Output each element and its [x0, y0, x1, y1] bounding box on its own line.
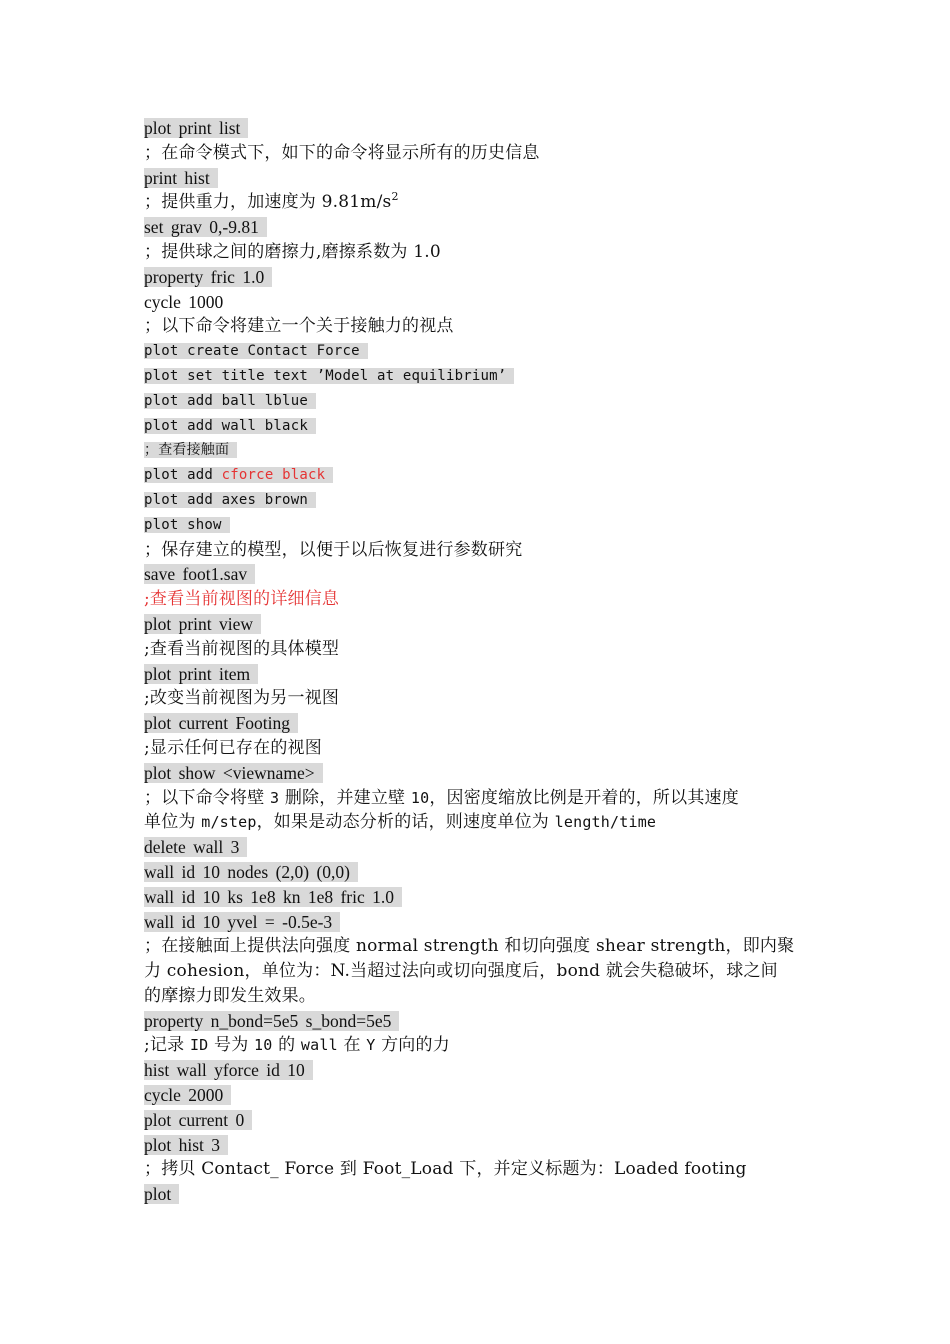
- code-line: wall id 10 nodes (2,0) (0,0): [144, 860, 824, 885]
- code-line: cycle 1000: [144, 291, 224, 312]
- code-line: plot print list: [144, 116, 824, 141]
- code-line: wall id 10 yvel = -0.5e-3: [144, 910, 824, 935]
- comment-line: ；提供球之间的磨擦力,磨擦系数为 1.0: [144, 241, 441, 262]
- code-line: plot add wall black: [144, 414, 824, 439]
- code-line: plot add ball lblue: [144, 389, 824, 414]
- comment-line: ;显示任何已存在的视图: [144, 737, 322, 758]
- comment-line: ；查看接触面: [144, 438, 824, 463]
- code-line: plot current Footing: [144, 711, 824, 736]
- comment-line: ；在命令模式下，如下的命令将显示所有的历史信息: [144, 142, 540, 163]
- code-line: plot add cforce black: [144, 463, 824, 488]
- code-line: hist wall yforce id 10: [144, 1058, 824, 1083]
- code-line: plot add axes brown: [144, 488, 824, 513]
- comment-paragraph-line: ；在接触面上提供法向强度 normal strength 和切向强度 shear strength，即内聚: [144, 936, 795, 957]
- comment-paragraph-line: 力 cohesion，单位为：N.当超过法向或切向强度后，bond 就会失稳破坏，球之间: [144, 961, 778, 982]
- superscript: 2: [391, 190, 399, 204]
- code-line: plot set title text ’Model at equilibrium’: [144, 364, 824, 389]
- document-page: [144, 116, 824, 1207]
- code-line: plot: [144, 1182, 824, 1207]
- code-line: save foot1.sav: [144, 562, 824, 587]
- code-line: wall id 10 ks 1e8 kn 1e8 fric 1.0: [144, 885, 824, 910]
- code-line: plot show <viewname>: [144, 761, 824, 786]
- comment-line: ;改变当前视图为另一视图: [144, 688, 340, 709]
- comment-line-red: ;查看当前视图的详细信息: [144, 589, 340, 610]
- highlighted-keyword: cforce black: [221, 467, 326, 484]
- code-line: plot print view: [144, 612, 824, 637]
- comment-line: ;查看当前视图的具体模型: [144, 638, 340, 659]
- comment-line: ；提供重力，加速度为 $9.81m/s^2$: [144, 190, 399, 213]
- comment-paragraph-line: ；以下命令将壁 3 删除，并建立壁 10，因密度缩放比例是开着的，所以其速度: [144, 787, 739, 808]
- code-line: set grav 0,-9.81: [144, 215, 824, 240]
- code-line: plot print item: [144, 662, 824, 687]
- code-line: property n_bond=5e5 s_bond=5e5: [144, 1009, 824, 1034]
- code-line: plot hist 3: [144, 1133, 824, 1158]
- comment-line: ；保存建立的模型，以便于以后恢复进行参数研究: [144, 539, 523, 560]
- comment-line: ；以下命令将建立一个关于接触力的视点: [144, 316, 454, 337]
- comment-paragraph-line: 的摩擦力即发生效果。: [144, 985, 316, 1006]
- code-line: property fric 1.0: [144, 265, 824, 290]
- code-line: plot create Contact Force: [144, 339, 824, 364]
- comment-line: ；拷贝 Contact_ Force 到 Foot_Load 下，并定义标题为：Loaded footing: [144, 1159, 747, 1180]
- code-line: plot current 0: [144, 1108, 824, 1133]
- code-line: print hist: [144, 166, 824, 191]
- code-line: delete wall 3: [144, 835, 824, 860]
- comment-line: ;记录 ID 号为 10 的 wall 在 Y 方向的力: [144, 1035, 450, 1056]
- comment-paragraph-line: 单位为 m/step，如果是动态分析的话，则速度单位为 length/time: [144, 812, 657, 833]
- code-line: plot show: [144, 513, 824, 538]
- code-line: cycle 2000: [144, 1083, 824, 1108]
